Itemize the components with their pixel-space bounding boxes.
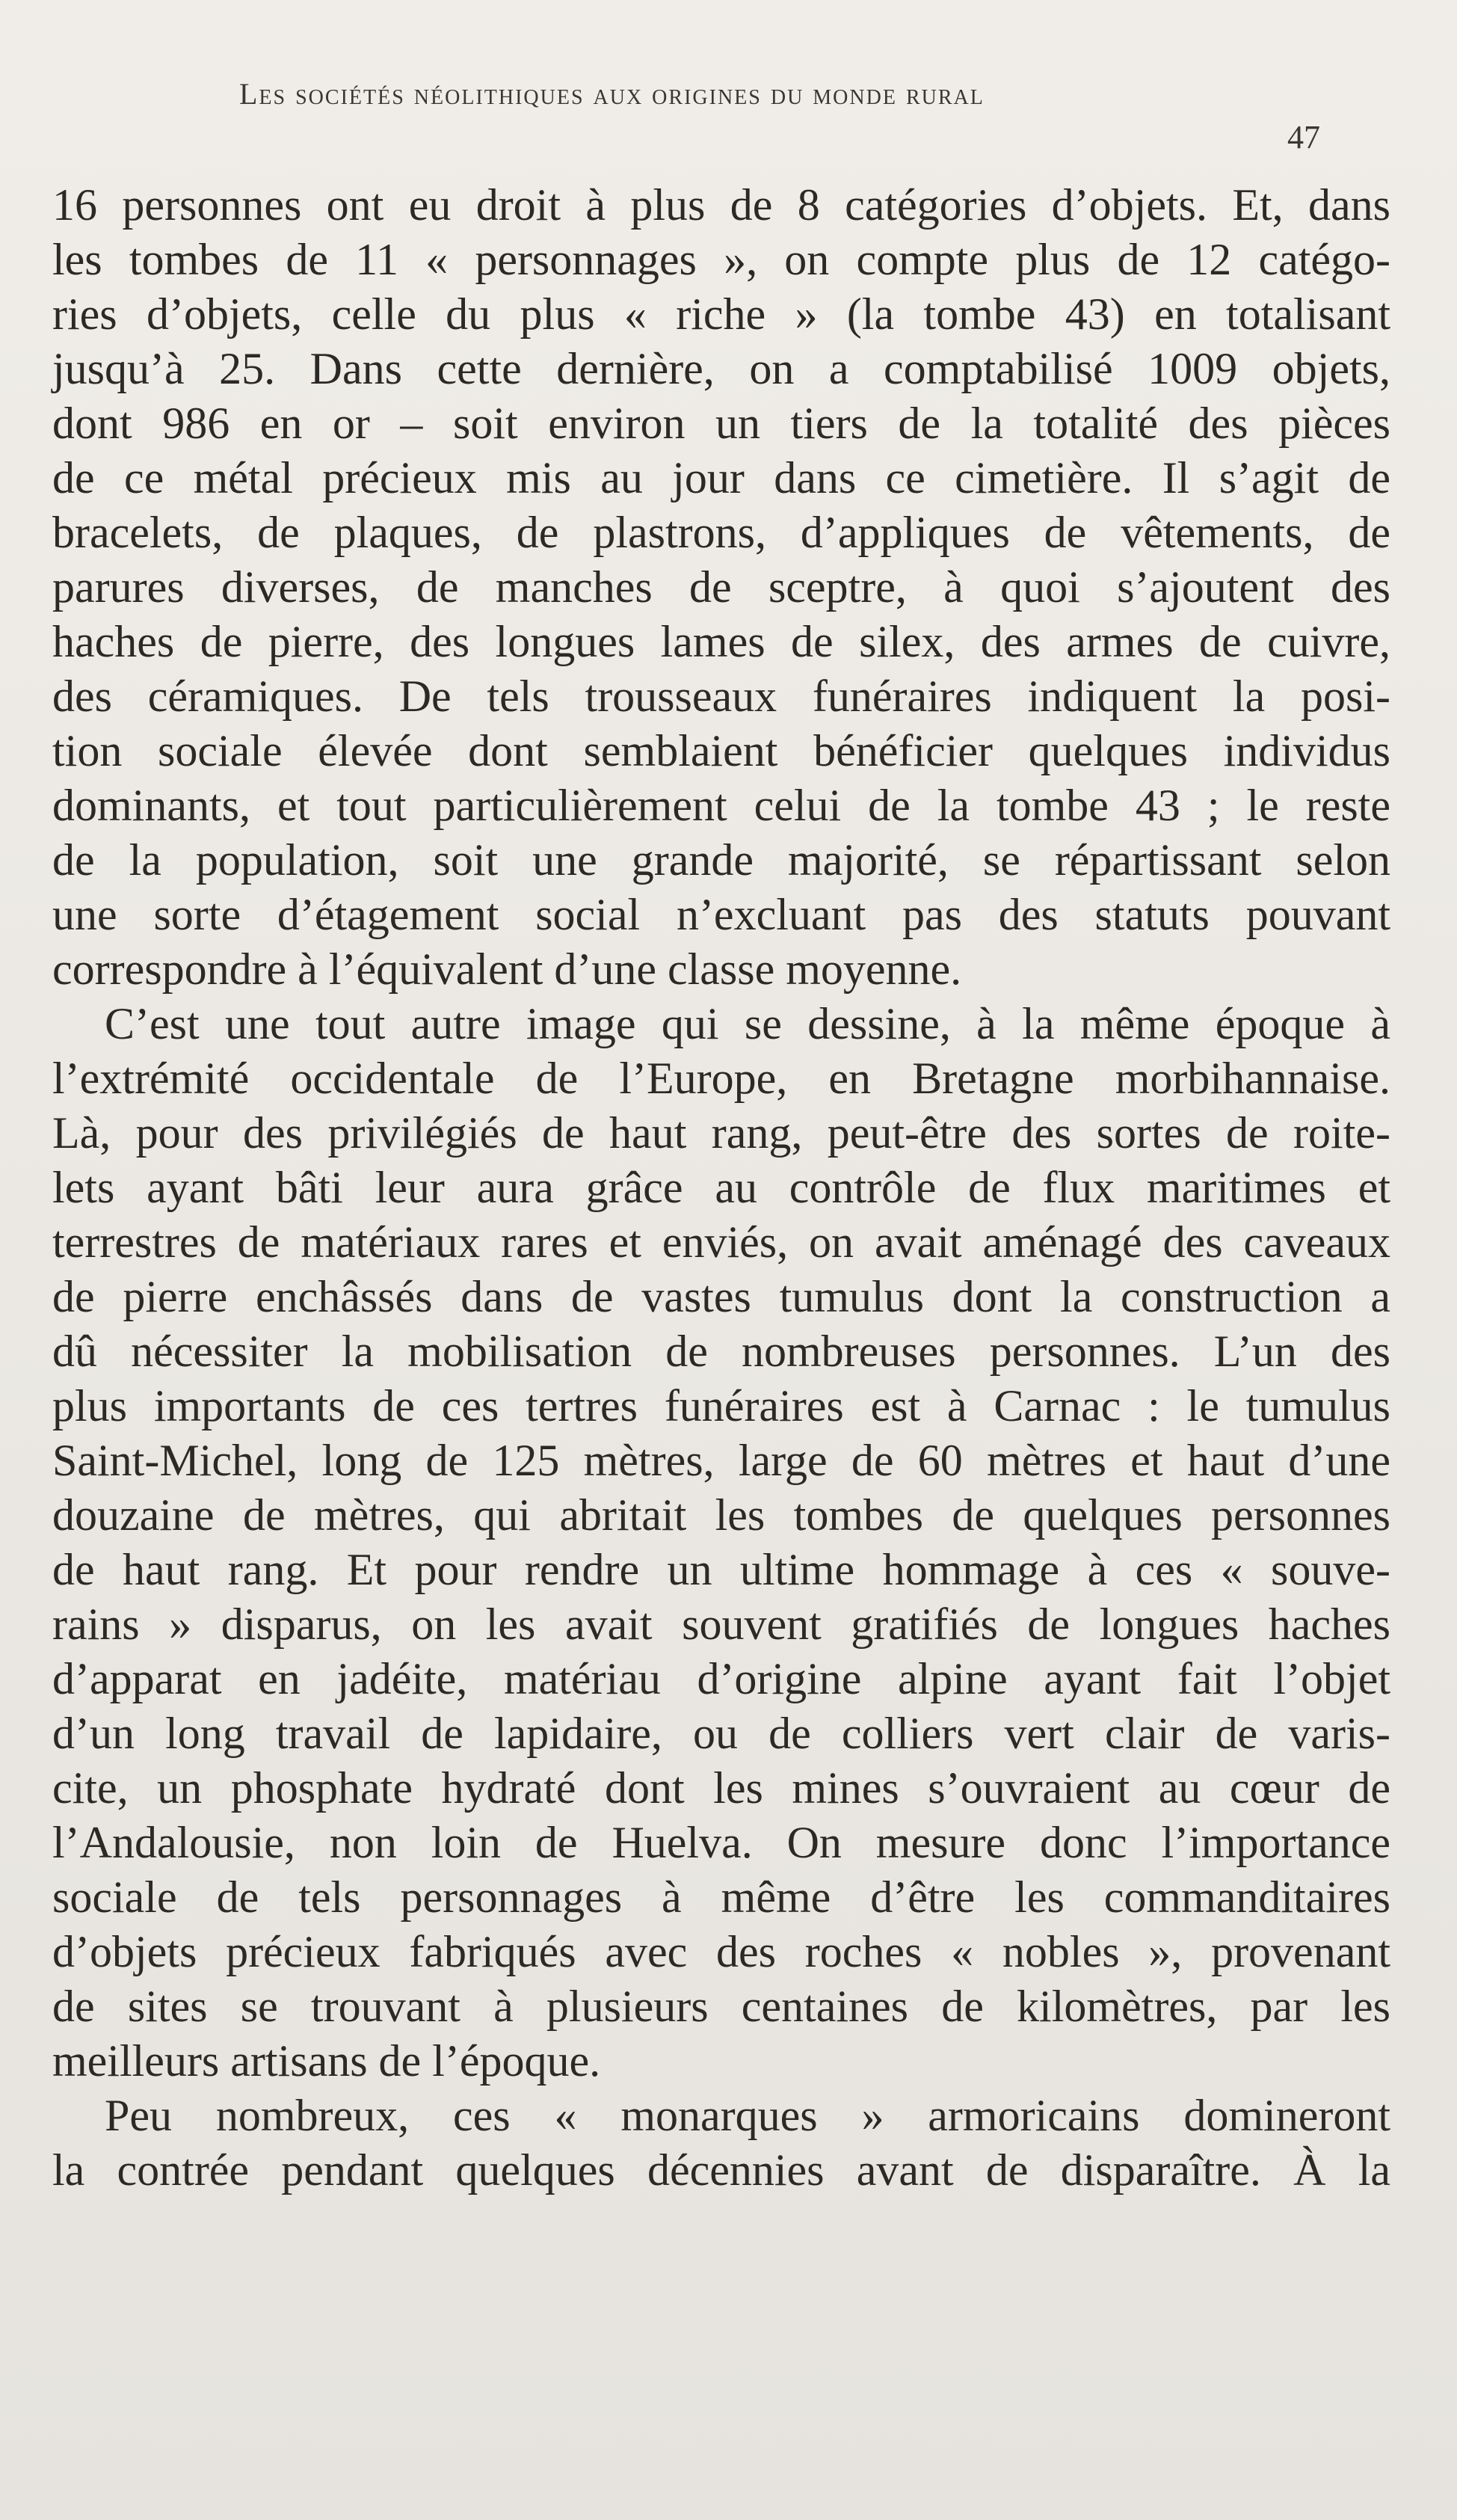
text-line: C’est une tout autre image qui se dessine, à la même époque à: [105, 999, 1390, 1048]
text-line: terrestres de matériaux rares et enviés, on avait aménagé des caveaux: [52, 1217, 1390, 1267]
text-line: de ce métal précieux mis au jour dans ce cimetière. Il s’agit de: [52, 453, 1390, 503]
text-line: de haut rang. Et pour rendre un ultime hommage à ces « souve-: [52, 1545, 1390, 1594]
text-line: d’un long travail de lapidaire, ou de colliers vert clair de varis-: [52, 1709, 1390, 1758]
text-line: douzaine de mètres, qui abritait les tombes de quelques personnes: [52, 1490, 1390, 1540]
text-line: la contrée pendant quelques décennies avant de disparaître. À la: [52, 2145, 1390, 2195]
text-line: lets ayant bâti leur aura grâce au contrôle de flux maritimes et: [52, 1163, 1390, 1212]
text-line: des céramiques. De tels trousseaux funéraires indiquent la posi-: [52, 672, 1390, 721]
text-line: jusqu’à 25. Dans cette dernière, on a comptabilisé 1009 objets,: [52, 344, 1390, 393]
text-line: Saint-Michel, long de 125 mètres, large de 60 mètres et haut d’une: [52, 1436, 1390, 1485]
text-line: de la population, soit une grande majorité, se répartissant selon: [52, 835, 1390, 885]
text-line: ries d’objets, celle du plus « riche » (la tombe 43) en totalisant: [52, 289, 1390, 339]
text-line: bracelets, de plaques, de plastrons, d’appliques de vêtements, de: [52, 508, 1390, 557]
text-line: tion sociale élevée dont semblaient bénéficier quelques individus: [52, 726, 1390, 775]
page-number: 47: [1287, 119, 1320, 156]
body-text: [52, 178, 1390, 2198]
text-line: correspondre à l’équivalent d’une classe moyenne.: [52, 944, 962, 994]
text-line: parures diverses, de manches de sceptre, à quoi s’ajoutent des: [52, 562, 1390, 612]
text-line: d’objets précieux fabriqués avec des roches « nobles », provenant: [52, 1927, 1390, 1976]
text-line: l’Andalousie, non loin de Huelva. On mesure donc l’importance: [52, 1818, 1390, 1867]
text-line: cite, un phosphate hydraté dont les mines s’ouvraient au cœur de: [52, 1763, 1390, 1813]
text-line: Peu nombreux, ces « monarques » armoricains domineront: [105, 2091, 1390, 2140]
text-line: d’apparat en jadéite, matériau d’origine alpine ayant fait l’objet: [52, 1654, 1390, 1703]
text-line: sociale de tels personnages à même d’être les commanditaires: [52, 1872, 1390, 1922]
running-head: Les sociétés néolithiques aux origines du monde rural: [239, 77, 985, 111]
text-line: haches de pierre, des longues lames de silex, des armes de cuivre,: [52, 617, 1390, 666]
text-line: plus importants de ces tertres funéraires est à Carnac : le tumulus: [52, 1381, 1390, 1430]
text-line: les tombes de 11 « personnages », on compte plus de 12 catégo-: [52, 235, 1390, 284]
text-line: 16 personnes ont eu droit à plus de 8 catégories d’objets. Et, dans: [52, 180, 1390, 230]
text-line: meilleurs artisans de l’époque.: [52, 2036, 601, 2086]
text-line: l’extrémité occidentale de l’Europe, en Bretagne morbihannaise.: [52, 1054, 1390, 1103]
text-line: dû nécessiter la mobilisation de nombreuses personnes. L’un des: [52, 1327, 1390, 1376]
text-line: dont 986 en or – soit environ un tiers de la totalité des pièces: [52, 399, 1390, 448]
text-line: dominants, et tout particulièrement celui de la tombe 43 ; le reste: [52, 781, 1390, 830]
text-line: de pierre enchâssés dans de vastes tumulus dont la construction a: [52, 1272, 1390, 1321]
text-line: rains » disparus, on les avait souvent gratifiés de longues haches: [52, 1599, 1390, 1649]
text-line: une sorte d’étagement social n’excluant pas des statuts pouvant: [52, 890, 1390, 939]
text-line: Là, pour des privilégiés de haut rang, peut-être des sortes de roite-: [52, 1108, 1390, 1158]
text-line: de sites se trouvant à plusieurs centaines de kilomètres, par les: [52, 1982, 1390, 2031]
